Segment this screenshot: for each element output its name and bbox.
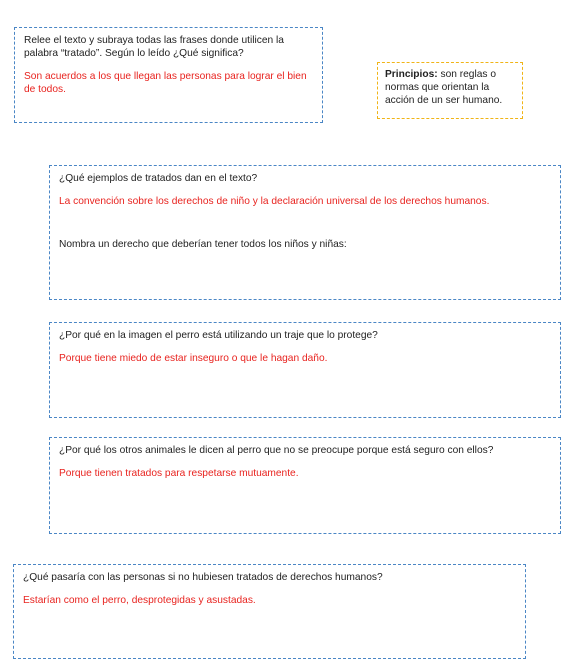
definition-term: Principios: (385, 69, 438, 80)
question-box-5 (13, 564, 526, 659)
answer-2-text: La convención sobre los derechos de niño y la declaración universal de los derechos humanos. (59, 196, 490, 207)
question-1-text: Relee el texto y subraya todas las frases donde utilicen la palabra “tratado”. Según lo leído ¿Qué significa? (24, 35, 284, 59)
question-5-text: ¿Qué pasaría con las personas si no hubiesen tratados de derechos humanos? (23, 572, 383, 583)
answer-1-text: Son acuerdos a los que llegan las personas para lograr el bien de todos. (24, 71, 307, 95)
question-2b-text: Nombra un derecho que deberían tener todos los niños y niñas: (59, 239, 347, 250)
answer-5-text: Estarían como el perro, desprotegidas y asustadas. (23, 595, 256, 606)
answer-4-text: Porque tienen tratados para respetarse mutuamente. (59, 468, 299, 479)
question-4-text: ¿Por qué los otros animales le dicen al perro que no se preocupe porque está seguro con ellos? (59, 445, 494, 456)
question-box-3 (49, 322, 561, 418)
question-2-text: ¿Qué ejemplos de tratados dan en el texto? (59, 173, 258, 184)
definition-note (377, 62, 523, 119)
question-box-4 (49, 437, 561, 534)
question-box-2 (49, 165, 561, 300)
definition-text: son reglas o normas que orientan la acción de un ser humano. (385, 69, 503, 106)
question-box-1 (14, 27, 323, 123)
answer-3-text: Porque tiene miedo de estar inseguro o que le hagan daño. (59, 353, 328, 364)
question-3-text: ¿Por qué en la imagen el perro está utilizando un traje que lo protege? (59, 330, 378, 341)
